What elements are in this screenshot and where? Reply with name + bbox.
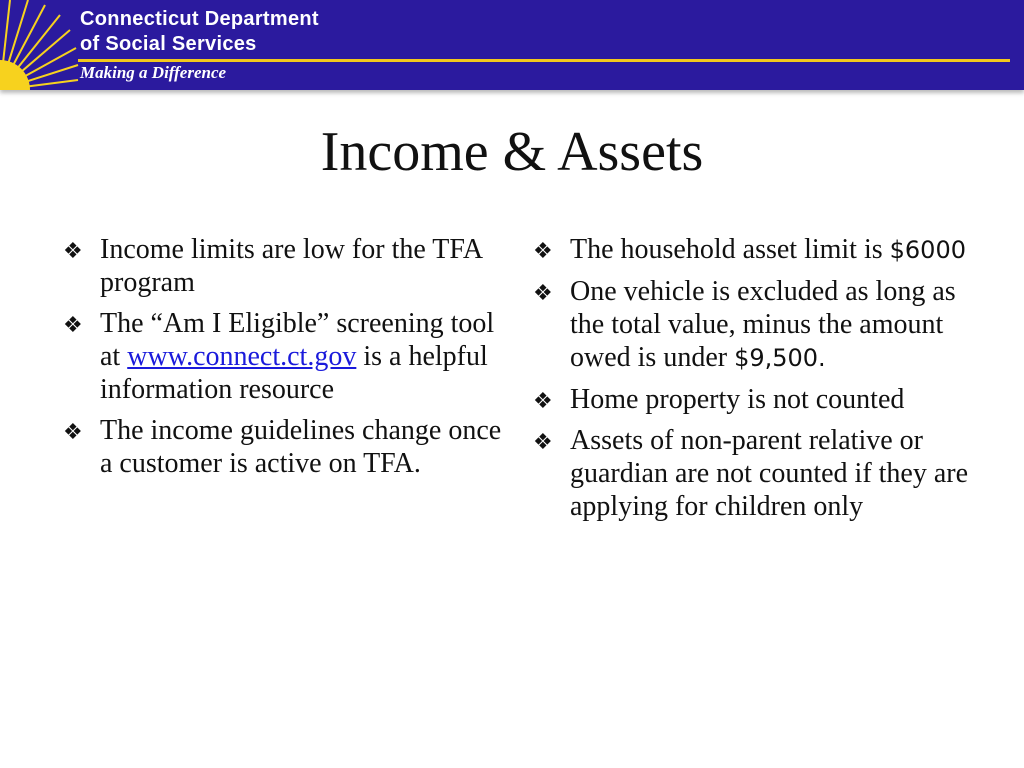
list-item: ❖ Assets of non-parent relative or guardian are not counted if they are applying for children only: [533, 425, 969, 522]
list-item: ❖ Home property is not counted: [533, 384, 905, 415]
tagline: Making a Difference: [80, 63, 227, 82]
org-name-line1: Connecticut Department: [80, 8, 319, 30]
left-column: [63, 233, 503, 488]
bullet-icon: ❖: [63, 312, 83, 337]
list-item: ❖ The household asset limit is $6000: [533, 234, 966, 265]
divider: [78, 59, 1010, 62]
bullet-icon: ❖: [63, 419, 83, 444]
bullet-icon: ❖: [533, 388, 553, 413]
slide-title: Income & Assets: [320, 121, 704, 183]
header-banner: [0, 0, 1024, 90]
sunburst-logo-icon: [0, 0, 80, 90]
list-item: ❖ Income limits are low for the TFA program: [63, 234, 482, 298]
org-name-line2: of Social Services: [80, 33, 257, 55]
bullet-icon: ❖: [533, 238, 553, 263]
bullet-icon: ❖: [533, 280, 553, 305]
right-column: [533, 233, 973, 531]
list-item: ❖ The “Am I Eligible” screening tool at www.connect.ct.gov is a helpful information resource: [63, 308, 495, 405]
bullet-icon: ❖: [63, 238, 83, 263]
list-item: ❖ The income guidelines change once a customer is active on TFA.: [63, 415, 502, 479]
connect-link[interactable]: www.connect.ct.gov: [127, 341, 357, 372]
list-item: ❖ One vehicle is excluded as long as the total value, minus the amount owed is under $9,500.: [533, 276, 956, 373]
bullet-icon: ❖: [533, 429, 553, 454]
